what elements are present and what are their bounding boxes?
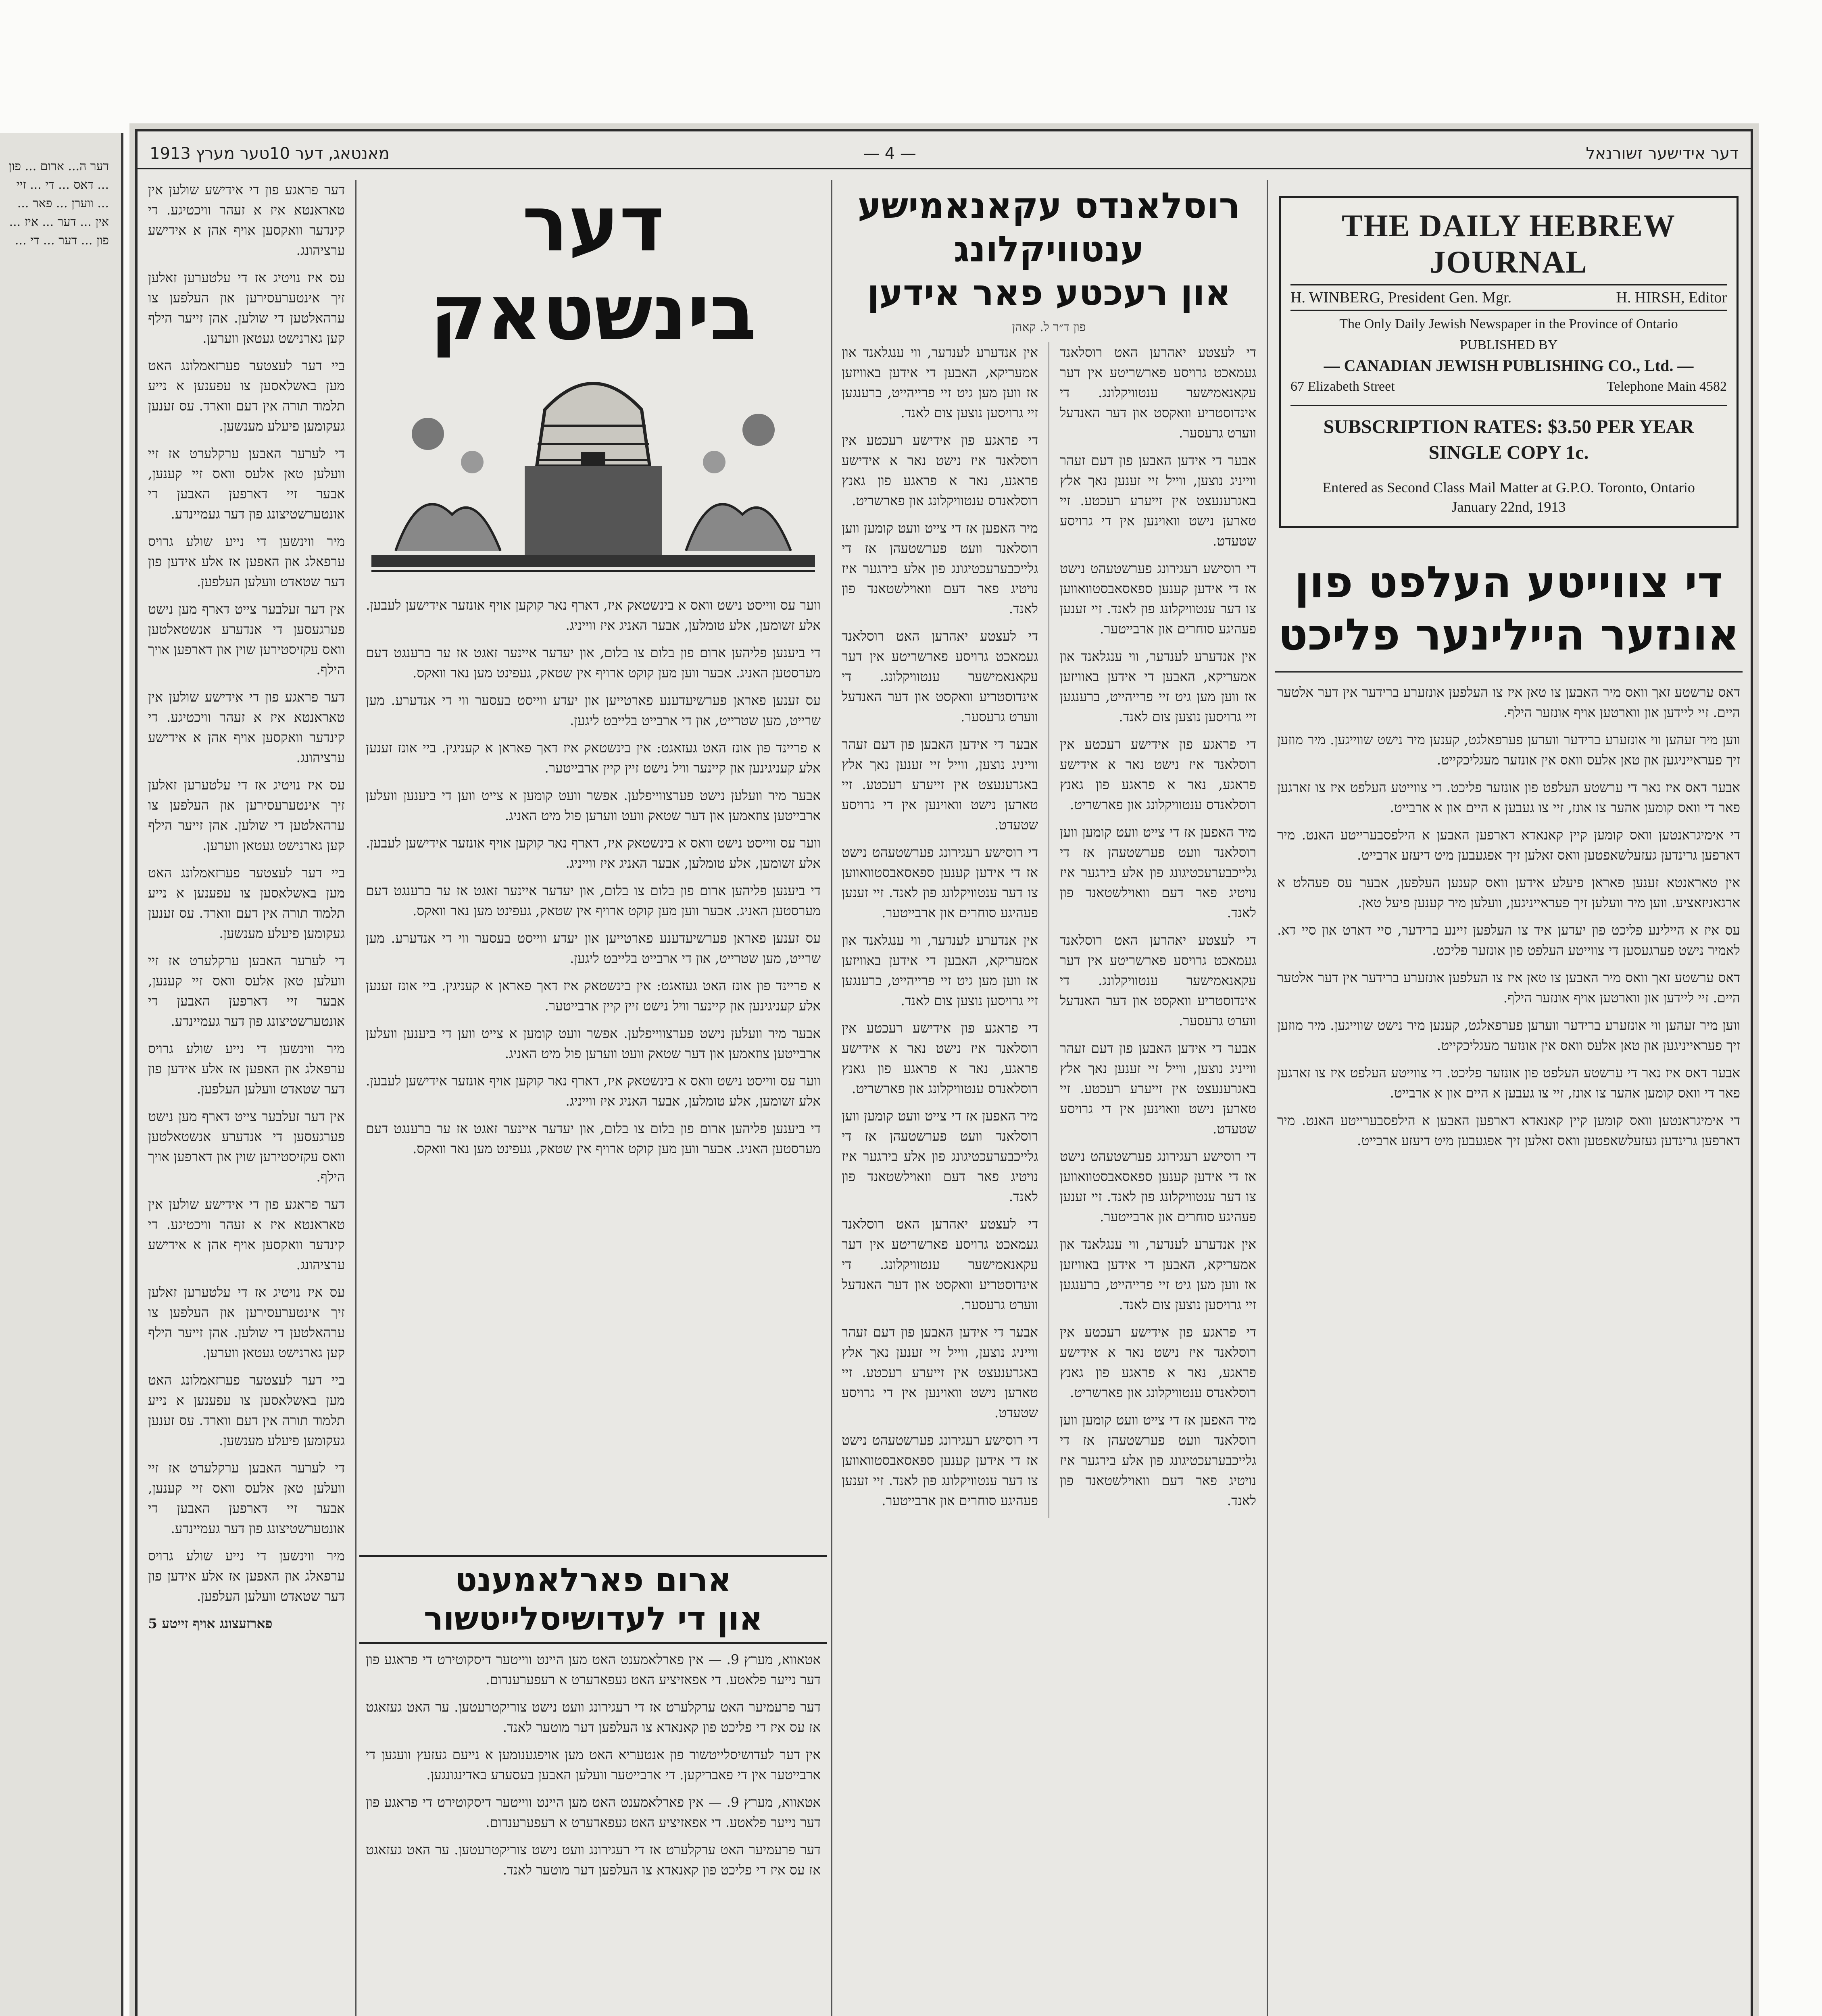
beehive-paragraph: ווער עס ווייסט נישט וואס א בינשטאק איז, דארף נאר קוקען אויף אונזער אידישען לעבען. אלע זשומען, אלע טומלען, אבער האניג איז ווייניג. <box>366 1073 821 1109</box>
russia-article <box>831 180 1268 2016</box>
russia-paragraph: די פראגע פון אידישע רעכטע אין רוסלאנד איז נישט נאר א אידישע פראגע, נאר א פראגע פון גאנץ רוסלאנדס ענטוויקלונג און פארשריט. <box>1060 1324 1256 1400</box>
beehive-illustration <box>371 361 815 587</box>
editorial-body <box>1267 682 1751 1151</box>
editorial-paragraph: דאס ערשטע זאך וואס מיר האבען צו טאן איז צו העלפען אונזערע ברידער אין דער אלטער היים. זיי ליידען און ווארטען אויף אונזער הילף. <box>1277 970 1740 1006</box>
beehive-body <box>355 595 831 1543</box>
masthead-staff <box>1290 284 1727 311</box>
masthead-tagline: The Only Daily Jewish Newspaper in the Province of Ontario <box>1339 317 1678 331</box>
postal-entry-date: January 22nd, 1913 <box>1451 499 1566 515</box>
far-left-column <box>138 180 356 2016</box>
masthead-telephone: Telephone Main 4582 <box>1607 379 1727 394</box>
russia-paragraph: אין אנדערע לענדער, ווי ענגלאנד און אמעריקא, האבען די אידען באוויזען אז ווען מען גיט זיי פרייהייט, ברענגען זיי גרויסען נוצען צום לאנד. <box>1060 1236 1256 1312</box>
subscription-rates <box>1290 405 1727 466</box>
russia-paragraph: די לעצטע יאהרען האט רוסלאנד געמאכט גרויסע פארשריטע אין דער עקאנאמישער ענטוויקלונג. די אינדוסטריע וואקסט און דער האנדעל ווערט גרעסער. <box>842 1216 1038 1312</box>
masthead-contact <box>1290 379 1727 394</box>
beehive-paragraph: אבער מיר וועלען נישט פערצווייפלען. אפשר וועט קומען א צייט ווען די ביענען וועלען ארבייטען צוזאמען און דער שטאק וועט ווערען פול מיט האניג. <box>366 787 821 823</box>
editorial-paragraph: אבער דאס איז נאר די ערשטע העלפט פון אונזער פליכט. די צווייטע העלפט איז צו זארגען פאר די וואס קומען אהער צו אונז, זיי צו געבען א היים און א ארבייט. <box>1277 779 1740 815</box>
russia-paragraph: די פראגע פון אידישע רעכטע אין רוסלאנד איז נישט נאר א אידישע פראגע, נאר א פראגע פון גאנץ רוסלאנדס ענטוויקלונג און פארשריט. <box>1060 736 1256 812</box>
editorial-column <box>1267 180 1751 2016</box>
parliament-paragraph: דער פרעמיער האט ערקלערט אז די רעגירונג וועט נישט צוריקטרעטען. ער האט געזאגט אז עס איז די פליכט פון קאנאדא צו העלפען דער מוטער לאנד. <box>366 1699 821 1735</box>
russia-paragraph: אבער די אידען האבען פון דעם זעהר ווייניג נוצען, ווייל זיי זענען נאך אלץ באגרענעצט אין זייערע רעכטע. זיי טארען נישט וואוינען אין די גרויסע שטעדט. <box>1060 452 1256 549</box>
masthead-box <box>1279 196 1739 528</box>
russia-column-right <box>1049 342 1267 1518</box>
beehive-paragraph: ווער עס ווייסט נישט וואס א בינשטאק איז, דארף נאר קוקען אויף אונזער אידישען לעבען. אלע זשומען, אלע טומלען, אבער האניג איז ווייניג. <box>366 835 821 871</box>
far-left-paragraph: מיר ווינשען די נייע שולע גרויס ערפאלג און האפען אז אלע אידען פון דער שטאדט וועלען העלפען. <box>148 1548 345 1604</box>
far-left-paragraph: עס איז נויטיג אז די עלטערען זאלען זיך אינטערעסירען און העלפען צו ערהאלטען די שולען. אהן זייער הילף קען גארנישט געטאן ווערען. <box>148 270 345 346</box>
previous-page-strip <box>0 133 123 2016</box>
beehive-paragraph: אבער מיר וועלען נישט פערצווייפלען. אפשר וועט קומען א צייט ווען די ביענען וועלען ארבייטען צוזאמען און דער שטאק וועט ווערען פול מיט האניג. <box>366 1025 821 1061</box>
beehive-paragraph: די ביענען פליהען ארום פון בלום צו בלום, און יעדער איינער זאגט אז ער ברענגט דעם מערסטען האניג. אבער ווען מען קוקט ארויף אין שטאק, געפינט מען נאר וואקס. <box>366 645 821 681</box>
russia-headline-line-1: רוסלאנדס עקאנאמישע ענטוויקלונג <box>857 185 1240 270</box>
parliament-headline-line-2: און די לעדושיסלייטשור <box>423 1600 763 1637</box>
editorial-headline <box>1267 556 1751 661</box>
far-left-paragraph: ביי דער לעצטער פערזאמלונג האט מען באשלאסען צו עפענען א נייע תלמוד תורה אין דעם ווארד. עס זענען געקומען פיעלע מענשען. <box>148 865 345 941</box>
editorial-paragraph: ווען מיר זעהען ווי אונזערע ברידער ווערען פערפאלגט, קענען מיר נישט שווייגען. מיר מוזען זיך פעראייניגען און טאן אלעס וואס אין אונזער מעגליכקייט. <box>1277 1017 1740 1053</box>
postal-entry-line: Entered as Second Class Mail Matter at G.P.O. Toronto, Ontario <box>1322 479 1695 496</box>
running-head-date: 1913 מאנטאג, דער 10טער מערץ <box>150 144 390 163</box>
editorial-paragraph: דאס ערשטע זאך וואס מיר האבען צו טאן איז צו העלפען אונזערע ברידער אין דער אלטער היים. זיי ליידען און ווארטען אויף אונזער הילף. <box>1277 684 1740 720</box>
masthead-address: 67 Elizabeth Street <box>1290 379 1395 394</box>
parliament-body <box>355 1649 831 1880</box>
far-left-paragraph: ביי דער לעצטער פערזאמלונג האט מען באשלאסען צו עפענען א נייע תלמוד תורה אין דעם ווארד. עס זענען געקומען פיעלע מענשען. <box>148 1372 345 1448</box>
running-head-paper-name: דער אידישער זשורנאל <box>1586 144 1739 163</box>
far-left-body <box>138 180 355 1634</box>
russia-headline-line-2: און רעכטע פאר אידען <box>867 272 1231 313</box>
beehive-paragraph: עס זענען פאראן פערשיעדענע פארטייען און יעדע ווייסט בעסער ווי די אנדערע. מען שרייט, מען שטרייט, און די ארבייט בלייבט ליגען. <box>366 692 821 728</box>
far-left-paragraph: אין דער זעלבער צייט דארף מען נישט פערגעסען די אנדערע אנשטאלטען וואס עקזיסטירען שוין און דארפען אויך הילף. <box>148 601 345 677</box>
far-left-paragraph: דער פראגע פון די אידישע שולען אין טאראנטא איז א זעהר וויכטיגע. די קינדער וואקסען אויף אהן א אידישע ערציהונג. <box>148 182 345 258</box>
parliament-paragraph: דער פרעמיער האט ערקלערט אז די רעגירונג וועט נישט צוריקטרעטען. ער האט געזאגט אז עס איז די פליכט פון קאנאדא צו העלפען דער מוטער לאנד. <box>366 1842 821 1878</box>
far-left-paragraph: די לערער האבען ערקלערט אז זיי וועלען טאן אלעס וואס זיי קענען, אבער זיי דארפען האבען די אונטערשטיצונג פון דער געמיינדע. <box>148 446 345 522</box>
far-left-paragraph: ביי דער לעצטער פערזאמלונג האט מען באשלאסען צו עפענען א נייע תלמוד תורה אין דעם ווארד. עס זענען געקומען פיעלע מענשען. <box>148 358 345 434</box>
parliament-headline <box>359 1555 827 1644</box>
editorial-paragraph: עס איז א היילינע פליכט פון יעדען איד צו העלפען זיינע ברידער, סיי דארט און סיי דא. לאמיר נישט פערגעסען די צווייטע העלפט פון אונזער פליכט. <box>1277 922 1740 958</box>
far-left-paragraph: די לערער האבען ערקלערט אז זיי וועלען טאן אלעס וואס זיי קענען, אבער זיי דארפען האבען די אונטערשטיצונג פון דער געמיינדע. <box>148 1460 345 1536</box>
parliament-headline-line-1: ארום פארלאמענט <box>455 1561 732 1599</box>
parliament-paragraph: אטאווא, מערץ 9. — אין פארלאמענט האט מען היינט ווייטער דיסקוטירט די פראגע פון דער נייער פלאטע. די אפאזיציע האט געפאדערט א רעפערענדום. <box>366 1652 821 1687</box>
russia-paragraph: די רוסישע רעגירונג פערשטעהט נישט אז די אידען קענען ספאסאבסטוואווען צו דער ענטוויקלונג פון לאנד. זיי זענען פעהיגע סוחרים און ארבייטער. <box>842 844 1038 921</box>
beehive-paragraph: ווער עס ווייסט נישט וואס א בינשטאק איז, דארף נאר קוקען אויף אונזער אידישען לעבען. אלע זשומען, אלע טומלען, אבער האניג איז ווייניג. <box>366 597 821 633</box>
russia-paragraph: די פראגע פון אידישע רעכטע אין רוסלאנד איז נישט נאר א אידישע פראגע, נאר א פראגע פון גאנץ רוסלאנדס ענטוויקלונג און פארשריט. <box>842 432 1038 508</box>
russia-paragraph: אין אנדערע לענדער, ווי ענגלאנד און אמעריקא, האבען די אידען באוויזען אז ווען מען גיט זיי פרייהייט, ברענגען זיי גרויסען נוצען צום לאנד. <box>842 344 1038 421</box>
russia-paragraph: אבער די אידען האבען פון דעם זעהר ווייניג נוצען, ווייל זיי זענען נאך אלץ באגרענעצט אין זייערע רעכטע. זיי טארען נישט וואוינען אין די גרויסע שטעדט. <box>1060 1040 1256 1137</box>
russia-paragraph: מיר האפען אז די צייט וועט קומען ווען רוסלאנד וועט פערשטעהן אז די גלייכבערעכטיגונג פון אלע בירגער איז נויטיג פאר דעם וואוילשטאנד פון לאנד. <box>842 520 1038 616</box>
far-left-paragraph: עס איז נויטיג אז די עלטערען זאלען זיך אינטערעסירען און העלפען צו ערהאלטען די שולען. אהן זייער הילף קען גארנישט געטאן ווערען. <box>148 777 345 853</box>
far-left-paragraph: דער פראגע פון די אידישע שולען אין טאראנטא איז א זעהר וויכטיגע. די קינדער וואקסען אויף אהן א אידישע ערציהונג. <box>148 689 345 765</box>
russia-paragraph: אבער די אידען האבען פון דעם זעהר ווייניג נוצען, ווייל זיי זענען נאך אלץ באגרענעצט אין זייערע רעכטע. זיי טארען נישט וואוינען אין די גרויסע שטעדט. <box>842 736 1038 833</box>
previous-page-text: דער ה... ארום ... פון ... דאס ... די ... זיי ... ווערן ... פאר ... אין ... דער ... איז ... פון ... דער ... די ... <box>8 159 109 248</box>
russia-paragraph: מיר האפען אז די צייט וועט קומען ווען רוסלאנד וועט פערשטעהן אז די גלייכבערעכטיגונג פון אלע בירגער איז נויטיג פאר דעם וואוילשטאנד פון לאנד. <box>1060 824 1256 921</box>
russia-paragraph: די רוסישע רעגירונג פערשטעהט נישט אז די אידען קענען ספאסאבסטוואווען צו דער ענטוויקלונג פון לאנד. זיי זענען פעהיגע סוחרים און ארבייטער. <box>1060 560 1256 637</box>
postal-entry-notice <box>1290 478 1727 516</box>
parliament-paragraph: אין דער לעדושיסלייטשור פון אנטעריא האט מען אויפגענומען א נייעם געזעץ וועגען די ארבייטער אין די פאבריקען. די ארבייטער וועלען האבען בעסערע באדינגונגען. <box>366 1747 821 1783</box>
beehive-paragraph: די ביענען פליהען ארום פון בלום צו בלום, און יעדער איינער זאגט אז ער ברענגט דעם מערסטען האניג. אבער ווען מען קוקט ארויף אין שטאק, געפינט מען נאר וואקס. <box>366 883 821 918</box>
editorial-headline-line-2: אונזער היילינער פליכט <box>1278 610 1739 660</box>
beehive-title: דער בינשטאק <box>430 180 757 357</box>
editorial-paragraph: די אימיגראנטען וואס קומען קיין קאנאדא דארפען האבען א הילפסבערייטע האנט. מיר דארפען גרינדען געזעלשאפטען וואס זאלען זיך אפגעבען מיט דיעזע ארבייט. <box>1277 827 1740 863</box>
far-left-paragraph: אין דער זעלבער צייט דארף מען נישט פערגעסען די אנדערע אנשטאלטען וואס עקזיסטירען שוין און דארפען אויך הילף. <box>148 1108 345 1185</box>
far-left-paragraph: די לערער האבען ערקלערט אז זיי וועלען טאן אלעס וואס זיי קענען, אבער זיי דארפען האבען די אונטערשטיצונג פון דער געמיינדע. <box>148 953 345 1029</box>
russia-paragraph: אין אנדערע לענדער, ווי ענגלאנד און אמעריקא, האבען די אידען באוויזען אז ווען מען גיט זיי פרייהייט, ברענגען זיי גרויסען נוצען צום לאנד. <box>1060 648 1256 725</box>
far-left-paragraph: מיר ווינשען די נייע שולע גרויס ערפאלג און האפען אז אלע אידען פון דער שטאדט וועלען העלפען. <box>148 533 345 589</box>
editorial-paragraph: ווען מיר זעהען ווי אונזערע ברידער ווערען פערפאלגט, קענען מיר נישט שווייגען. מיר מוזען זיך פעראייניגען און טאן אלעס וואס אין אונזער מעגליכקייט. <box>1277 732 1740 768</box>
russia-paragraph: מיר האפען אז די צייט וועט קומען ווען רוסלאנד וועט פערשטעהן אז די גלייכבערעכטיגונג פון אלע בירגער איז נויטיג פאר דעם וואוילשטאנד פון לאנד. <box>842 1108 1038 1204</box>
russia-byline: פון ד״ר ל. קאהן <box>1012 320 1086 334</box>
beehive-column <box>355 180 832 2016</box>
continued-note: פארזעצונג אויף זייטע 5 <box>148 1616 273 1631</box>
running-head-page-number: — 4 — <box>863 144 916 163</box>
russia-paragraph: די לעצטע יאהרען האט רוסלאנד געמאכט גרויסע פארשריטע אין דער עקאנאמישער ענטוויקלונג. די אינדוסטריע וואקסט און דער האנדעל ווערט גרעסער. <box>1060 932 1256 1029</box>
russia-paragraph: אין אנדערע לענדער, ווי ענגלאנד און אמעריקא, האבען די אידען באוויזען אז ווען מען גיט זיי פרייהייט, ברענגען זיי גרויסען נוצען צום לאנד. <box>842 932 1038 1008</box>
masthead-editor: H. HIRSH, Editor <box>1616 289 1727 306</box>
beehive-paragraph: א פריינד פון אונז האט געזאגט: אין בינשטאק איז דאך פאראן א קעניגין. ביי אונז זענען אלע קעניגינען און קיינער וויל נישט זיין קיין ארבייטער. <box>366 978 821 1014</box>
far-left-paragraph: מיר ווינשען די נייע שולע גרויס ערפאלג און האפען אז אלע אידען פון דער שטאדט וועלען העלפען. <box>148 1041 345 1097</box>
editorial-headline-line-1: די צווייטע העלפט פון <box>1294 557 1723 608</box>
russia-paragraph: אבער די אידען האבען פון דעם זעהר ווייניג נוצען, ווייל זיי זענען נאך אלץ באגרענעצט אין זייערע רעכטע. זיי טארען נישט וואוינען אין די גרויסע שטעדט. <box>842 1324 1038 1420</box>
far-left-paragraph: דער פראגע פון די אידישע שולען אין טאראנטא איז א זעהר וויכטיגע. די קינדער וואקסען אויף אהן א אידישע ערציהונג. <box>148 1196 345 1272</box>
masthead-title: THE DAILY HEBREW JOURNAL <box>1341 208 1676 279</box>
russia-headline <box>831 184 1267 314</box>
editorial-paragraph: אבער דאס איז נאר די ערשטע העלפט פון אונזער פליכט. די צווייטע העלפט איז צו זארגען פאר די וואס קומען אהער צו אונז, זיי צו געבען א היים און א ארבייט. <box>1277 1065 1740 1101</box>
running-head <box>138 140 1751 169</box>
russia-paragraph: די לעצטע יאהרען האט רוסלאנד געמאכט גרויסע פארשריטע אין דער עקאנאמישער ענטוויקלונג. די אינדוסטריע וואקסט און דער האנדעל ווערט גרעסער. <box>1060 344 1256 441</box>
subscription-rate: SUBSCRIPTION RATES: $3.50 PER YEAR <box>1323 416 1694 437</box>
russia-paragraph: די רוסישע רעגירונג פערשטעהט נישט אז די אידען קענען ספאסאבסטוואווען צו דער ענטוויקלונג פון לאנד. זיי זענען פעהיגע סוחרים און ארבייטער. <box>1060 1148 1256 1225</box>
parliament-paragraph: אטאווא, מערץ 9. — אין פארלאמענט האט מען היינט ווייטער דיסקוטירט די פראגע פון דער נייער פלאטע. די אפאזיציע האט געפאדערט א רעפערענדום. <box>366 1794 821 1830</box>
beehive-paragraph: א פריינד פון אונז האט געזאגט: אין בינשטאק איז דאך פאראן א קעניגין. ביי אונז זענען אלע קעניגינען און קיינער וויל נישט זיין קיין ארבייטער. <box>366 740 821 776</box>
masthead-president: H. WINBERG, President Gen. Mgr. <box>1290 289 1512 306</box>
editorial-paragraph: אין טאראנטא זענען פאראן פיעלע אידען וואס קענען העלפען, אבער עס פעהלט א ארגאניזאציע. ווען מיר וועלען זיך פעראייניגען, וועלען מיר קענען פיעל טאן. <box>1277 875 1740 910</box>
russia-text-columns <box>831 342 1267 1518</box>
newspaper-page <box>135 129 1753 2016</box>
masthead-publisher: — CANADIAN JEWISH PUBLISHING CO., Ltd. — <box>1324 356 1694 375</box>
masthead-published-by: PUBLISHED BY <box>1459 337 1558 352</box>
single-copy-price: SINGLE COPY 1c. <box>1428 442 1589 463</box>
russia-column-left <box>831 342 1049 1518</box>
russia-paragraph: די פראגע פון אידישע רעכטע אין רוסלאנד איז נישט נאר א אידישע פראגע, נאר א פראגע פון גאנץ רוסלאנדס ענטוויקלונג און פארשריט. <box>842 1020 1038 1096</box>
beehive-icon <box>371 361 815 587</box>
editorial-paragraph: די אימיגראנטען וואס קומען קיין קאנאדא דארפען האבען א הילפסבערייטע האנט. מיר דארפען גרינדען געזעלשאפטען וואס זאלען זיך אפגעבען מיט דיעזע ארבייט. <box>1277 1112 1740 1148</box>
russia-paragraph: די לעצטע יאהרען האט רוסלאנד געמאכט גרויסע פארשריטע אין דער עקאנאמישער ענטוויקלונג. די אינדוסטריע וואקסט און דער האנדעל ווערט גרעסער. <box>842 628 1038 725</box>
editorial-rule <box>1275 671 1743 673</box>
beehive-paragraph: עס זענען פאראן פערשיעדענע פארטייען און יעדע ווייסט בעסער ווי די אנדערע. מען שרייט, מען שטרייט, און די ארבייט בלייבט ליגען. <box>366 930 821 966</box>
russia-paragraph: די רוסישע רעגירונג פערשטעהט נישט אז די אידען קענען ספאסאבסטוואווען צו דער ענטוויקלונג פון לאנד. זיי זענען פעהיגע סוחרים און ארבייטער. <box>842 1432 1038 1508</box>
beehive-paragraph: די ביענען פליהען ארום פון בלום צו בלום, און יעדער איינער זאגט אז ער ברענגט דעם מערסטען האניג. אבער ווען מען קוקט ארויף אין שטאק, געפינט מען נאר וואקס. <box>366 1120 821 1156</box>
russia-paragraph: מיר האפען אז די צייט וועט קומען ווען רוסלאנד וועט פערשטעהן אז די גלייכבערעכטיגונג פון אלע בירגער איז נויטיג פאר דעם וואוילשטאנד פון לאנד. <box>1060 1412 1256 1508</box>
far-left-paragraph: עס איז נויטיג אז די עלטערען זאלען זיך אינטערעסירען און העלפען צו ערהאלטען די שולען. אהן זייער הילף קען גארנישט געטאן ווערען. <box>148 1284 345 1360</box>
